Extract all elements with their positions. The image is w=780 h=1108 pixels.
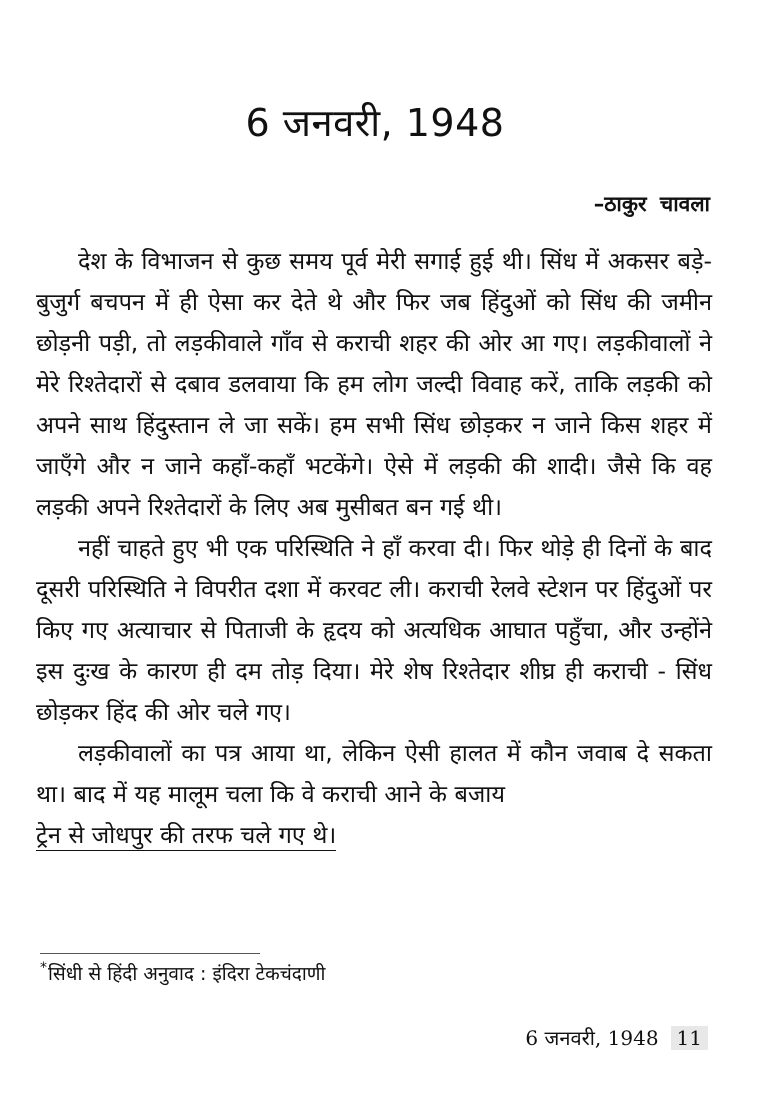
body-text <box>36 241 712 856</box>
page-footer <box>525 1024 708 1051</box>
running-title: 6 जनवरी, 1948 <box>525 1026 659 1050</box>
paragraph-1: देश के विभाजन से कुछ समय पूर्व मेरी सगाई हुई थी। सिंध में अकसर बड़े-बुजुर्ग बचपन में ही ऐसा कर देते थे और फिर जब हिंदुओं को सिंध की जमीन छोड़नी पड़ी, तो लड़कीवाले गाँव से कराची शहर की ओर आ गए। लड़कीवालों ने मेरे रिश्तेदारों से दबाव डलवाया कि हम लोग जल्दी विवाह करें, ताकि लड़की को अपने साथ हिंदुस्तान ले जा सकें। हम सभी सिंध छोड़कर न जाने किस शहर में जाएँगे और न जाने कहाँ-कहाँ भटकेंगे। ऐसे में लड़की की शादी। जैसे कि वह लड़की अपने रिश्तेदारों के लिए अब मुसीबत बन गई थी। <box>36 247 712 521</box>
page-title: 6 जनवरी, 1948 <box>245 101 505 145</box>
paragraph-3 <box>36 733 712 856</box>
underlined-last-line: ट्रेन से जोधपुर की तरफ चले गए थे। <box>36 821 337 849</box>
author-name: –ठाकुर चावला <box>593 192 710 216</box>
footnote-text: सिंधी से हिंदी अनुवाद : इंदिरा टेकचंदाणी <box>48 963 326 985</box>
page-number: 11 <box>671 1026 708 1050</box>
footnote-marker: * <box>40 960 47 976</box>
footnote <box>40 960 325 986</box>
footnote-divider <box>40 953 260 954</box>
paragraph-3-text: लड़कीवालों का पत्र आया था, लेकिन ऐसी हालत में कौन जवाब दे सकता था। बाद में यह मालूम चला कि वे कराची आने के बजाय <box>36 739 712 808</box>
paragraph-2: नहीं चाहते हुए भी एक परिस्थिति ने हाँ करवा दी। फिर थोड़े ही दिनों के बाद दूसरी परिस्थिति ने विपरीत दशा में करवट ली। कराची रेलवे स्टेशन पर हिंदुओं पर किए गए अत्याचार से पिताजी के हृदय को अत्यधिक आघात पहुँचा, और उन्होंने इस दुःख के कारण ही दम तोड़ दिया। मेरे शेष रिश्तेदार शीघ्र ही कराची - सिंध छोड़कर हिंद की ओर चले गए। <box>36 534 712 726</box>
